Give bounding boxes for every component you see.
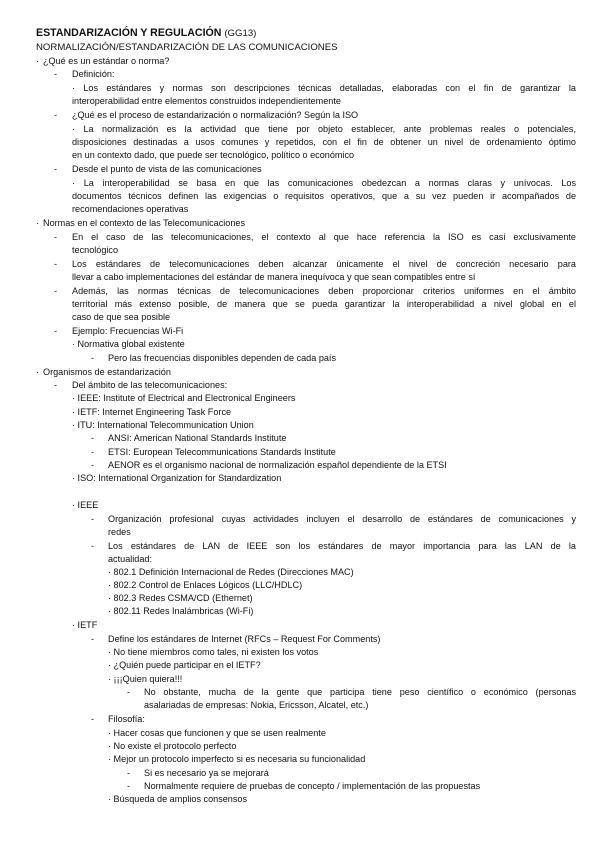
- bullet-dash: -: [127, 687, 131, 697]
- list-item: · Hacer cosas que funcionen y que se usen realmente: [108, 728, 326, 738]
- paragraph-line: disposiciones destinadas a usos comunes y repetidos, con el fin de obtener un nivel de ordenamiento óptimo: [72, 137, 576, 147]
- bullet-dash: -: [91, 353, 95, 363]
- paragraph-line: · La normalización es la actividad que tiene por objeto establecer, ante problemas reales o potenciales,: [72, 124, 576, 134]
- list-item: No obstante, mucha de la gente que participa tiene peso científico o económico (personas: [144, 687, 576, 697]
- list-item: · ¿Quién puede participar en el IETF?: [108, 660, 261, 670]
- bullet-dash: -: [91, 433, 95, 443]
- course-code: (GG13): [224, 28, 257, 39]
- list-item: Además, las normas técnicas de telecomunicaciones deben proporcionar criterios uniformes en el ámbito: [72, 286, 576, 296]
- list-item: · No tiene miembros como tales, ni existen los votos: [108, 647, 319, 657]
- bullet-dot: ·: [36, 56, 40, 66]
- section-heading: Normas en el contexto de las Telecomunicaciones: [43, 218, 246, 228]
- list-item: · Búsqueda de amplios consensos: [108, 794, 248, 804]
- list-item: · Mejor un protocolo imperfecto si es necesaria su funcionalidad: [108, 754, 366, 764]
- bullet-dot: ·: [36, 367, 40, 377]
- document-subtitle: NORMALIZACIÓN/ESTANDARIZACIÓN DE LAS COMUNICACIONES: [36, 42, 338, 53]
- list-item: Pero las frecuencias disponibles dependen de cada país: [108, 353, 337, 363]
- paragraph-line: documentos técnicos definen las exigencias o requisitos operativos, que a su vez pueden ir acompañados de: [72, 191, 576, 201]
- bullet-dash: -: [54, 69, 58, 79]
- paragraph-line: · Los estándares y normas son descripciones técnicas detalladas, elaboradas con el fin de garantizar la: [72, 83, 576, 93]
- list-item: · 802.2 Control de Enlaces Lógicos (LLC/HDLC): [108, 580, 303, 590]
- subsection-heading: · IETF: [72, 620, 98, 630]
- list-item: Los estándares de LAN de IEEE son los estándares de mayor importancia para las LAN de la: [108, 541, 576, 551]
- bullet-dash: -: [54, 164, 58, 174]
- paragraph-line: actualidad:: [108, 554, 152, 564]
- bullet-dash: -: [91, 714, 95, 724]
- bullet-dash: -: [127, 768, 131, 778]
- bullet-dash: -: [91, 634, 95, 644]
- list-item: Los estándares de telecomunicaciones deben alcanzar únicamente el nivel de concreción necesario para: [72, 259, 576, 269]
- list-item: · ISO: International Organization for Standardization: [72, 473, 282, 483]
- paragraph-line: redes: [108, 527, 131, 537]
- list-item: Filosofía:: [108, 714, 145, 724]
- section-heading: Organismos de estandarización: [43, 367, 171, 377]
- paragraph-line: territorial más extenso posible, de manera que se pueda garantizar la interoperabilidad a nivel global en el: [72, 299, 576, 309]
- list-item: Normalmente requiere de pruebas de concepto / implementación de las propuestas: [144, 781, 481, 791]
- list-item: · IEEE: Institute of Electrical and Electronical Engineers: [72, 393, 296, 403]
- bullet-dash: -: [91, 447, 95, 457]
- list-item: · Normativa global existente: [72, 339, 185, 349]
- list-item: ¿Qué es el proceso de estandarización o normalización? Según la ISO: [72, 110, 359, 120]
- bullet-dot: ·: [36, 218, 40, 228]
- list-item: ANSI: American National Standards Institute: [108, 433, 287, 443]
- paragraph-line: caso de que sea posible: [72, 312, 171, 322]
- bullet-dash: -: [54, 232, 58, 242]
- paragraph-line: · La interoperabilidad se basa en que las comunicaciones obedezcan a normas claras y unívocas. Los: [72, 178, 576, 188]
- title-text: ESTANDARIZACIÓN Y REGULACIÓN: [36, 27, 222, 39]
- bullet-dash: -: [54, 259, 58, 269]
- bullet-dash: -: [54, 110, 58, 120]
- list-item: Desde el punto de vista de las comunicaciones: [72, 164, 262, 174]
- paragraph-line: tecnológico: [72, 245, 119, 255]
- list-item: · ITU: International Telecommunication Union: [72, 420, 254, 430]
- bullet-dash: -: [54, 286, 58, 296]
- paragraph-line: llevar a cabo implementaciones del estándar de manera inequívoca y que sean compatibles entre sí: [72, 272, 476, 282]
- paragraph-line: interoperabilidad entre elementos construidos independientemente: [72, 96, 341, 106]
- list-item: Definición:: [72, 69, 115, 79]
- bullet-dash: -: [127, 781, 131, 791]
- list-item: Si es necesario ya se mejorará: [144, 768, 269, 778]
- bullet-dash: -: [91, 460, 95, 470]
- list-item: Organización profesional cuyas actividades incluyen el desarrollo de estándares de comunicaciones y: [108, 514, 576, 524]
- subsection-heading: · IEEE: [72, 500, 99, 510]
- list-item: · 802.3 Redes CSMA/CD (Ethernet): [108, 593, 253, 603]
- document-title: [36, 26, 256, 41]
- list-item: Del ámbito de las telecomunicaciones:: [72, 380, 228, 390]
- list-item: · 802.1 Definición Internacional de Redes (Direcciones MAC): [108, 567, 354, 577]
- list-item: · 802.11 Redes Inalámbricas (Wi-Fi): [108, 606, 254, 616]
- bullet-dash: -: [91, 541, 95, 551]
- list-item: Define los estándares de Internet (RFCs – Request For Comments): [108, 634, 381, 644]
- list-item: Ejemplo: Frecuencias Wi-Fi: [72, 326, 184, 336]
- bullet-dash: -: [54, 380, 58, 390]
- paragraph-line: recomendaciones operativas: [72, 204, 189, 214]
- list-item: AENOR es el organismo nacional de normalización español dependiente de la ETSI: [108, 460, 447, 470]
- list-item: ETSI: European Telecommunications Standards Institute: [108, 447, 336, 457]
- paragraph-line: en un contexto dado, que puede ser tecnológico, político o económico: [72, 150, 355, 160]
- list-item: · IETF: Internet Engineering Task Force: [72, 407, 232, 417]
- paragraph-line: asalariadas de empresas: Nokia, Ericsson, Alcatel, etc.): [144, 700, 369, 710]
- list-item: En el caso de las telecomunicaciones, el contexto al que hace referencia la ISO es casi exclusivamente: [72, 232, 576, 242]
- list-item: · ¡¡¡Quien quiera!!!: [108, 674, 183, 684]
- list-item: · No existe el protocolo perfecto: [108, 741, 237, 751]
- bullet-dash: -: [91, 514, 95, 524]
- bullet-dash: -: [54, 326, 58, 336]
- section-question: ¿Qué es un estándar o norma?: [43, 56, 170, 66]
